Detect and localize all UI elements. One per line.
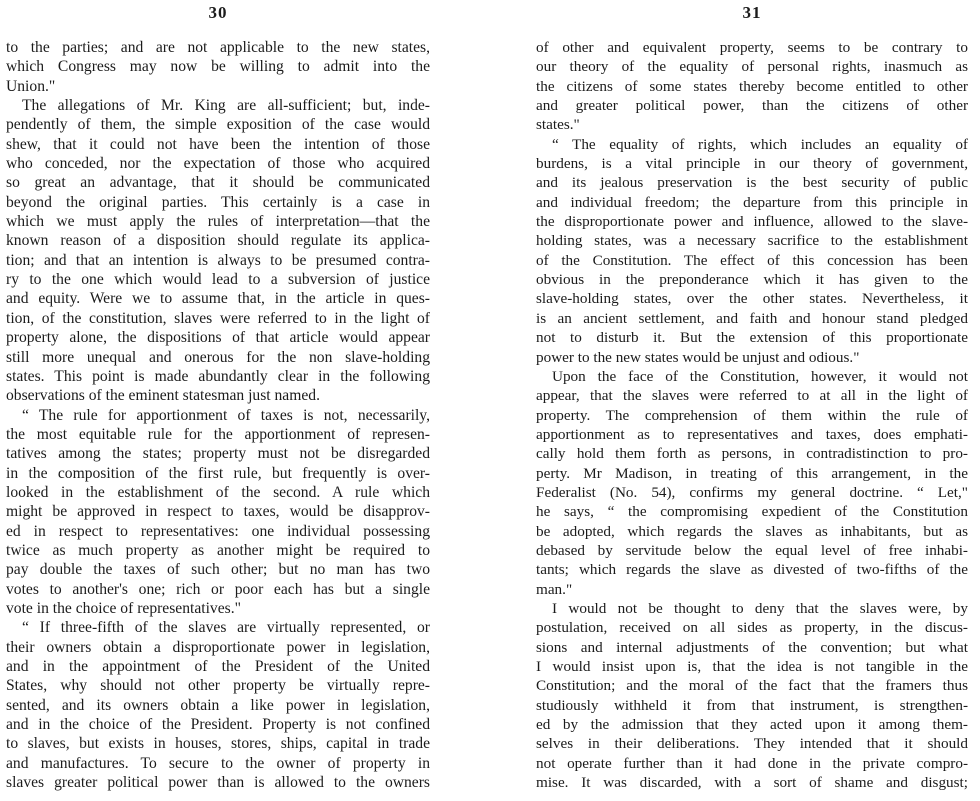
- text-line: The allegations of Mr. King are all-sufficient; but, inde-: [22, 97, 430, 115]
- right-page-text: [536, 38, 968, 792]
- text-line: tatives among the states; property must not be disregarded: [6, 445, 430, 463]
- text-line: who conceded, nor the expectation of those who acquired: [6, 155, 430, 173]
- text-line: not operate further than it had done in the private compro-: [536, 754, 968, 772]
- text-line: postulation, received on all sides as property, in the discus-: [536, 619, 968, 637]
- text-line: slaves greater political power than is allowed to the owners: [6, 774, 430, 792]
- text-line: the disproportionate power and influence, allowed to the slave-: [536, 213, 968, 231]
- text-line: selves in their deliberations. They intended that it should: [536, 735, 968, 753]
- text-line: property alone, the dispositions of that article would appear: [6, 329, 430, 347]
- text-line: be adopted, which regards the slaves as inhabitants, but as: [536, 522, 968, 540]
- text-line: vote in the choice of representatives.": [6, 599, 241, 617]
- text-line: tion, of the constitution, slaves were referred to in the light of: [6, 309, 430, 327]
- text-line: and in the choice of the President. Property is not confined: [6, 716, 430, 734]
- left-page-text: [6, 38, 430, 792]
- text-line: studiously withheld it from that instrument, is strengthen-: [536, 696, 968, 714]
- text-line: tants; which regards the slave as divested of two-fifths of the: [536, 561, 968, 579]
- text-line: cally hold them forth as persons, in contradistinction to pro-: [536, 445, 968, 463]
- text-line: and individual freedom; the departure from this principle in: [536, 193, 968, 211]
- text-line: I would insist upon is, that the idea is not tangible in the: [536, 658, 968, 675]
- text-line: to the parties; and are not applicable to the new states,: [6, 39, 430, 56]
- right-page: [536, 0, 968, 792]
- text-line: States, why should not other property be virtually repre-: [6, 677, 430, 695]
- text-line: votes to another's one; rich or poor each has but a single: [6, 580, 430, 598]
- page-number-31: 31: [742, 3, 762, 22]
- text-line: he says, “ the compromising expedient of the Constitution: [536, 503, 968, 521]
- text-line: Constitution; and the moral of the fact that the framers thus: [536, 677, 968, 695]
- text-line: still more unequal and onerous for the non slave-holding: [6, 348, 430, 366]
- text-line: sions and internal adjustments of the convention; but what: [536, 638, 968, 656]
- text-line: appear, that the slaves were referred to at all in the light of: [536, 387, 968, 405]
- text-line: sented, and its owners obtain a like power in legislation,: [6, 696, 430, 714]
- text-line: states.": [536, 116, 580, 134]
- text-line: mise. It was discarded, with a sort of shame and disgust;: [536, 774, 968, 792]
- text-line: observations of the eminent statesman just named.: [6, 387, 320, 405]
- text-line: and its jealous preservation is the best security of public: [536, 174, 968, 192]
- text-line: the most equitable rule for the apportionment of represen-: [6, 425, 430, 443]
- text-line: Upon the face of the Constitution, however, it would not: [552, 367, 968, 385]
- text-line: pay double the taxes of such other; but no man has two: [6, 561, 430, 579]
- text-line: obvious in the preponderance which it has given to the: [536, 271, 968, 289]
- text-line: our theory of the equality of personal rights, inasmuch as: [536, 58, 968, 76]
- text-line: perty. Mr Madison, in treating of this arrangement, in the: [536, 464, 968, 482]
- text-line: not to disturb it. But the extension of this proportionate: [536, 329, 968, 347]
- text-line: the citizens of some states thereby become entitled to other: [536, 77, 968, 95]
- text-line: known reason of a disposition should regulate its applica-: [6, 232, 430, 250]
- text-line: “ If three-fifth of the slaves are virtually represented, or: [22, 619, 430, 637]
- text-line: apportionment as to representatives and taxes, does emphati-: [536, 425, 968, 443]
- text-line: I would not be thought to deny that the slaves were, by: [552, 599, 968, 617]
- text-line: tion; and that an intention is always to be presumed contra-: [6, 251, 430, 269]
- text-line: which Congress may now be willing to admit into the: [6, 58, 430, 76]
- text-line: of other and equivalent property, seems to be contrary to: [536, 39, 968, 56]
- text-line: of the Constitution. The effect of this concession has been: [536, 251, 968, 269]
- text-line: in the composition of the first rule, but frequently is over-: [6, 464, 430, 482]
- text-line: property. The comprehension of them within the rule of: [536, 406, 968, 424]
- text-line: and equity. Were we to assume that, in the article in ques-: [6, 290, 430, 308]
- text-line: and manufactures. To secure to the owner of property in: [6, 754, 430, 772]
- text-line: slave-holding states, over the other states. Nevertheless, it: [536, 290, 968, 308]
- text-line: man.": [536, 580, 573, 598]
- text-line: Union.": [6, 77, 56, 95]
- text-line: states. This point is made abundantly clear in the following: [6, 367, 430, 385]
- text-line: might be approved in respect to taxes, would be disapprov-: [6, 503, 430, 521]
- text-line: Federalist (No. 54), confirms my general doctrine. “ Let,": [536, 483, 968, 501]
- page-number-30: 30: [208, 3, 228, 22]
- text-line: power to the new states would be unjust and odious.": [536, 348, 860, 366]
- text-line: “ The rule for apportionment of taxes is not, necessarily,: [22, 406, 430, 424]
- text-line: is an ancient settlement, and faith and honour stand pledged: [536, 309, 968, 327]
- text-line: ed in respect to representatives: one individual possessing: [6, 522, 430, 540]
- text-line: beyond the original parties. This certainly is a case in: [6, 193, 430, 211]
- text-line: which we must apply the rules of interpretation—that the: [6, 213, 430, 231]
- text-line: and greater political power, than the citizens of other: [536, 97, 968, 115]
- text-line: “ The equality of rights, which includes an equality of: [552, 135, 968, 153]
- text-line: debased by servitude below the equal level of free inhabi-: [536, 541, 968, 559]
- text-line: so great an advantage, that it should be communicated: [6, 174, 430, 192]
- text-line: shew, that it could not have been the intention of those: [6, 135, 430, 153]
- text-line: pendently of them, the simple exposition of the case would: [6, 116, 430, 134]
- text-line: twice as much property as another might be required to: [6, 541, 430, 559]
- left-page: [6, 0, 430, 792]
- text-line: their owners obtain a disproportionate power in legislation,: [6, 638, 430, 656]
- text-line: ry to the one which would lead to a subversion of justice: [6, 271, 430, 289]
- text-line: and in the appointment of the President of the United: [6, 658, 430, 675]
- text-line: looked in the establishment of the second. A rule which: [6, 483, 430, 501]
- text-line: ed by the admission that they acted upon it among them-: [536, 716, 968, 734]
- text-line: burdens, is a vital principle in our theory of government,: [536, 155, 968, 173]
- text-line: to slaves, but exists in houses, stores, ships, capital in trade: [6, 735, 430, 753]
- text-line: holding states, was a necessary sacrifice to the establishment: [536, 232, 968, 250]
